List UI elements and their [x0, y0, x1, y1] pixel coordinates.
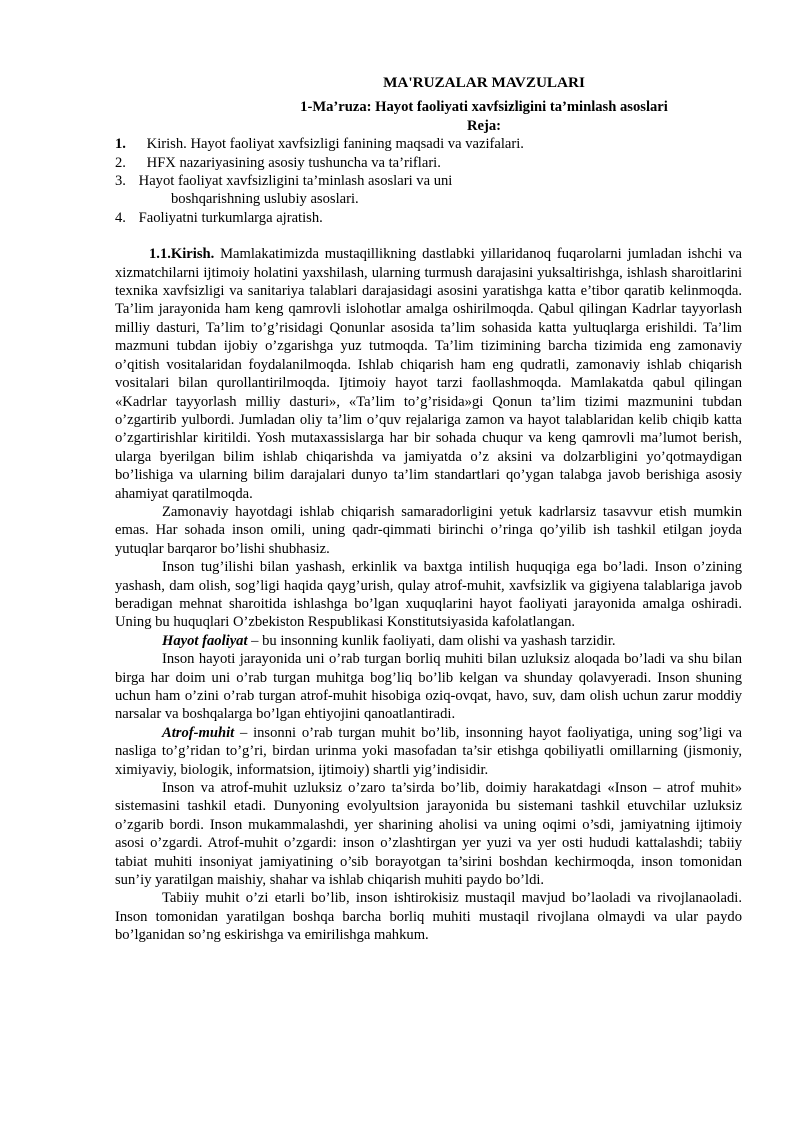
- plan-item: [115, 154, 742, 172]
- plan-item-number: 1.: [115, 136, 126, 153]
- term-hayot-faoliyat: Hayot faoliyat: [162, 632, 248, 649]
- paragraph-text: Mamlakatimizda mustaqillikning dastlabki yillaridanoq fuqarolarni jumladan ishchi va xizmatchilarni ijtimoiy holatini yaxshilash, ularning turmush darajasini yuksaltirishga, ishlash sharoitlarini texnika xavfsizligi va sanitariya talablari darajasidagi asosini yaratishga katta e’tibor qaratib kelinmoqda. Ta’lim jarayonida ham keng qamrovli islohotlar amalga oshirilmoqda. Qabul qilingan Kadrlar tayyorlash milliy dasturi, Ta’lim to’g’risidagi Qonunlar asosida ta’lim sohasida katta yultuqlarga erishildi. Ta’lim mazmuni tubdan ijobiy o’zgarishga yuz tutmoqda. Ta’lim tizimining barcha tizimida eng zamonaviy o’qitish vositalaridan foydalanilmoqda. Ishlab chiqarish ham eng qudratli, zamonaviy ishlab chiqarish vositalari bilan qurollantirilmoqda. Ijtimoiy hayot tarzi faollashmoqda. Mamlakatda qabul qilingan «Kadrlar tayyorlash milliy dasturi», «Ta’lim to’g’risida»gi Qonun ta’lim tizimi mazmunini tubdan o’zgartirib yulbordi. Jumladan oliy ta’lim o’quv rejalariga zamon va hayot talablaridan kelib chiqib katta o’zgartirishlar kiritildi. Yosh mutaxassislarga har bir sohada chuqur va keng qamrovli ma’lumot berish, ularga byerilgan bilim ishlab chiqarishda va jamiyatda o’z aksini va dolzarbligini yo’qotmaydigan bo’lishiga va ularning bilim darajalari dunyo ta’lim standartlari qo’ygan talabga javob berishiga asosiy ahamiyat qaratilmoqda.: [115, 246, 742, 502]
- plan-item-text: Faoliyatni turkumlarga ajratish.: [138, 209, 323, 226]
- definition-text: – bu insonning kunlik faoliyati, dam olishi va yashash tarzidir.: [247, 632, 616, 649]
- plan-item-text: HFX nazariyasining asosiy tushuncha va ta’riflari.: [146, 154, 441, 171]
- plan-item: [115, 209, 742, 227]
- paragraph: Inson tug’ilishi bilan yashash, erkinlik va baxtga intilish huquqiga ega bo’ladi. Inson o’zining yashash, dam olish, sog’ligi haqida qayg’urish, qulay atrof-muhit, xavfsizlik va gigiyena talablariga javob beradigan mehnat sharoitida ishlashga bo’lgan xuquqlarini hayot faoliyati jarayonida amalga oshiradi. Uning bu huquqlari O’zbekiston Respublikasi Konstitutsiyasida kafolatlangan.: [115, 559, 742, 631]
- plan-list: [115, 135, 742, 227]
- plan-item: [115, 172, 742, 209]
- paragraph: Inson va atrof-muhit uzluksiz o’zaro ta’sirda bo’lib, doimiy harakatdagi «Inson – atrof muhit» sistemasini tashkil etadi. Dunyoning evolyultsion jarayonida bu sistemani tashkil etuvchilar uzluksiz o’zgarib bordi. Inson mukammalashdi, yer sharining aholisi va uning oqimi o’sdi, jamiyatning ijtimoiy asosi o’zgardi. Atrof-muhit o’zgardi: inson o’zlashtirgan yer yuzi va yer osti hududi kattalashdi; tabiiy tabiat muhiti insoniyat jamiyatining o’sib borayotgan ta’sirini boshdan kechirmoqda, inson tomonidan sun’iy yaratilgan maishiy, shahar va ishlab chiqarish muhiti paydo bo’ldi.: [115, 780, 742, 889]
- plan-item-number: 2.: [115, 154, 126, 171]
- document-page: [115, 74, 742, 945]
- paragraph: Zamonaviy hayotdagi ishlab chiqarish samaradorligini yetuk kadrlarsiz tasavvur etish mumkin emas. Har sohada inson omili, uning qadr-qimmati birinchi o’ringa qo’yilib ish tashkil etilgan joyda yutuqlar barqaror bo’lishi shubhasiz.: [115, 503, 742, 557]
- plan-item-text: Hayot faoliyat xavfsizligini ta’minlash asoslari va uni: [138, 173, 453, 190]
- page-title: MA'RUZALAR MAVZULARI: [383, 74, 585, 91]
- paragraph-definition: [115, 724, 742, 779]
- term-atrof-muhit: Atrof-muhit: [162, 724, 235, 741]
- paragraph-intro: [115, 245, 742, 503]
- plan-heading: Reja:: [466, 117, 502, 134]
- definition-text: – insonni o’rab turgan muhit bo’lib, insonning hayot faoliyatiga, uning sog’ligi va nasliga to’g’ridan to’g’ri, birdan urinma yoki masofadan ta’sir etishga qobiliyatli omillarning (jismoniy, ximiyaviy, biologik, informatsion, ijtimoiy) shartli yig’indisidir.: [115, 724, 742, 778]
- paragraph: Tabiiy muhit o’zi etarli bo’lib, inson ishtirokisiz mustaqil mavjud bo’laoladi va rivojlanaoladi. Inson tomonidan yaratilgan boshqa barcha borliq muhiti mustaqil rivojlana olmaydi va ular paydo bo’lganidan so’ng eskirishga va emirilishga mahkum.: [115, 890, 742, 944]
- plan-item: [115, 135, 742, 153]
- plan-item-text: Kirish. Hayot faoliyat xavfsizligi fanining maqsadi va vazifalari.: [146, 136, 524, 153]
- paragraph-definition: [115, 632, 742, 650]
- plan-item-number: 4.: [115, 209, 126, 226]
- section-heading: 1.1.Kirish.: [149, 246, 215, 263]
- plan-item-continuation: boshqarishning uslubiy asoslari.: [171, 191, 359, 208]
- paragraph: Inson hayoti jarayonida uni o’rab turgan borliq muhiti bilan uzluksiz aloqada bo’ladi va shu bilan birga har doim uni o’rab turgan muhitga bog’liq bo’lib kelgan va shunday qolavyeradi. Inson shuning uchun ham o’zini o’rab turgan atrof-muhit hisobiga oziq-ovqat, havo, suv, dam olish uchun zarur moddiy narsalar va boshqalarga bo’lgan ehtiyojini qanoatlantiradi.: [115, 651, 742, 723]
- plan-item-number: 3.: [115, 173, 126, 190]
- lecture-title: 1-Ma’ruza: Hayot faoliyati xavfsizligini ta’minlash asoslari: [300, 99, 668, 116]
